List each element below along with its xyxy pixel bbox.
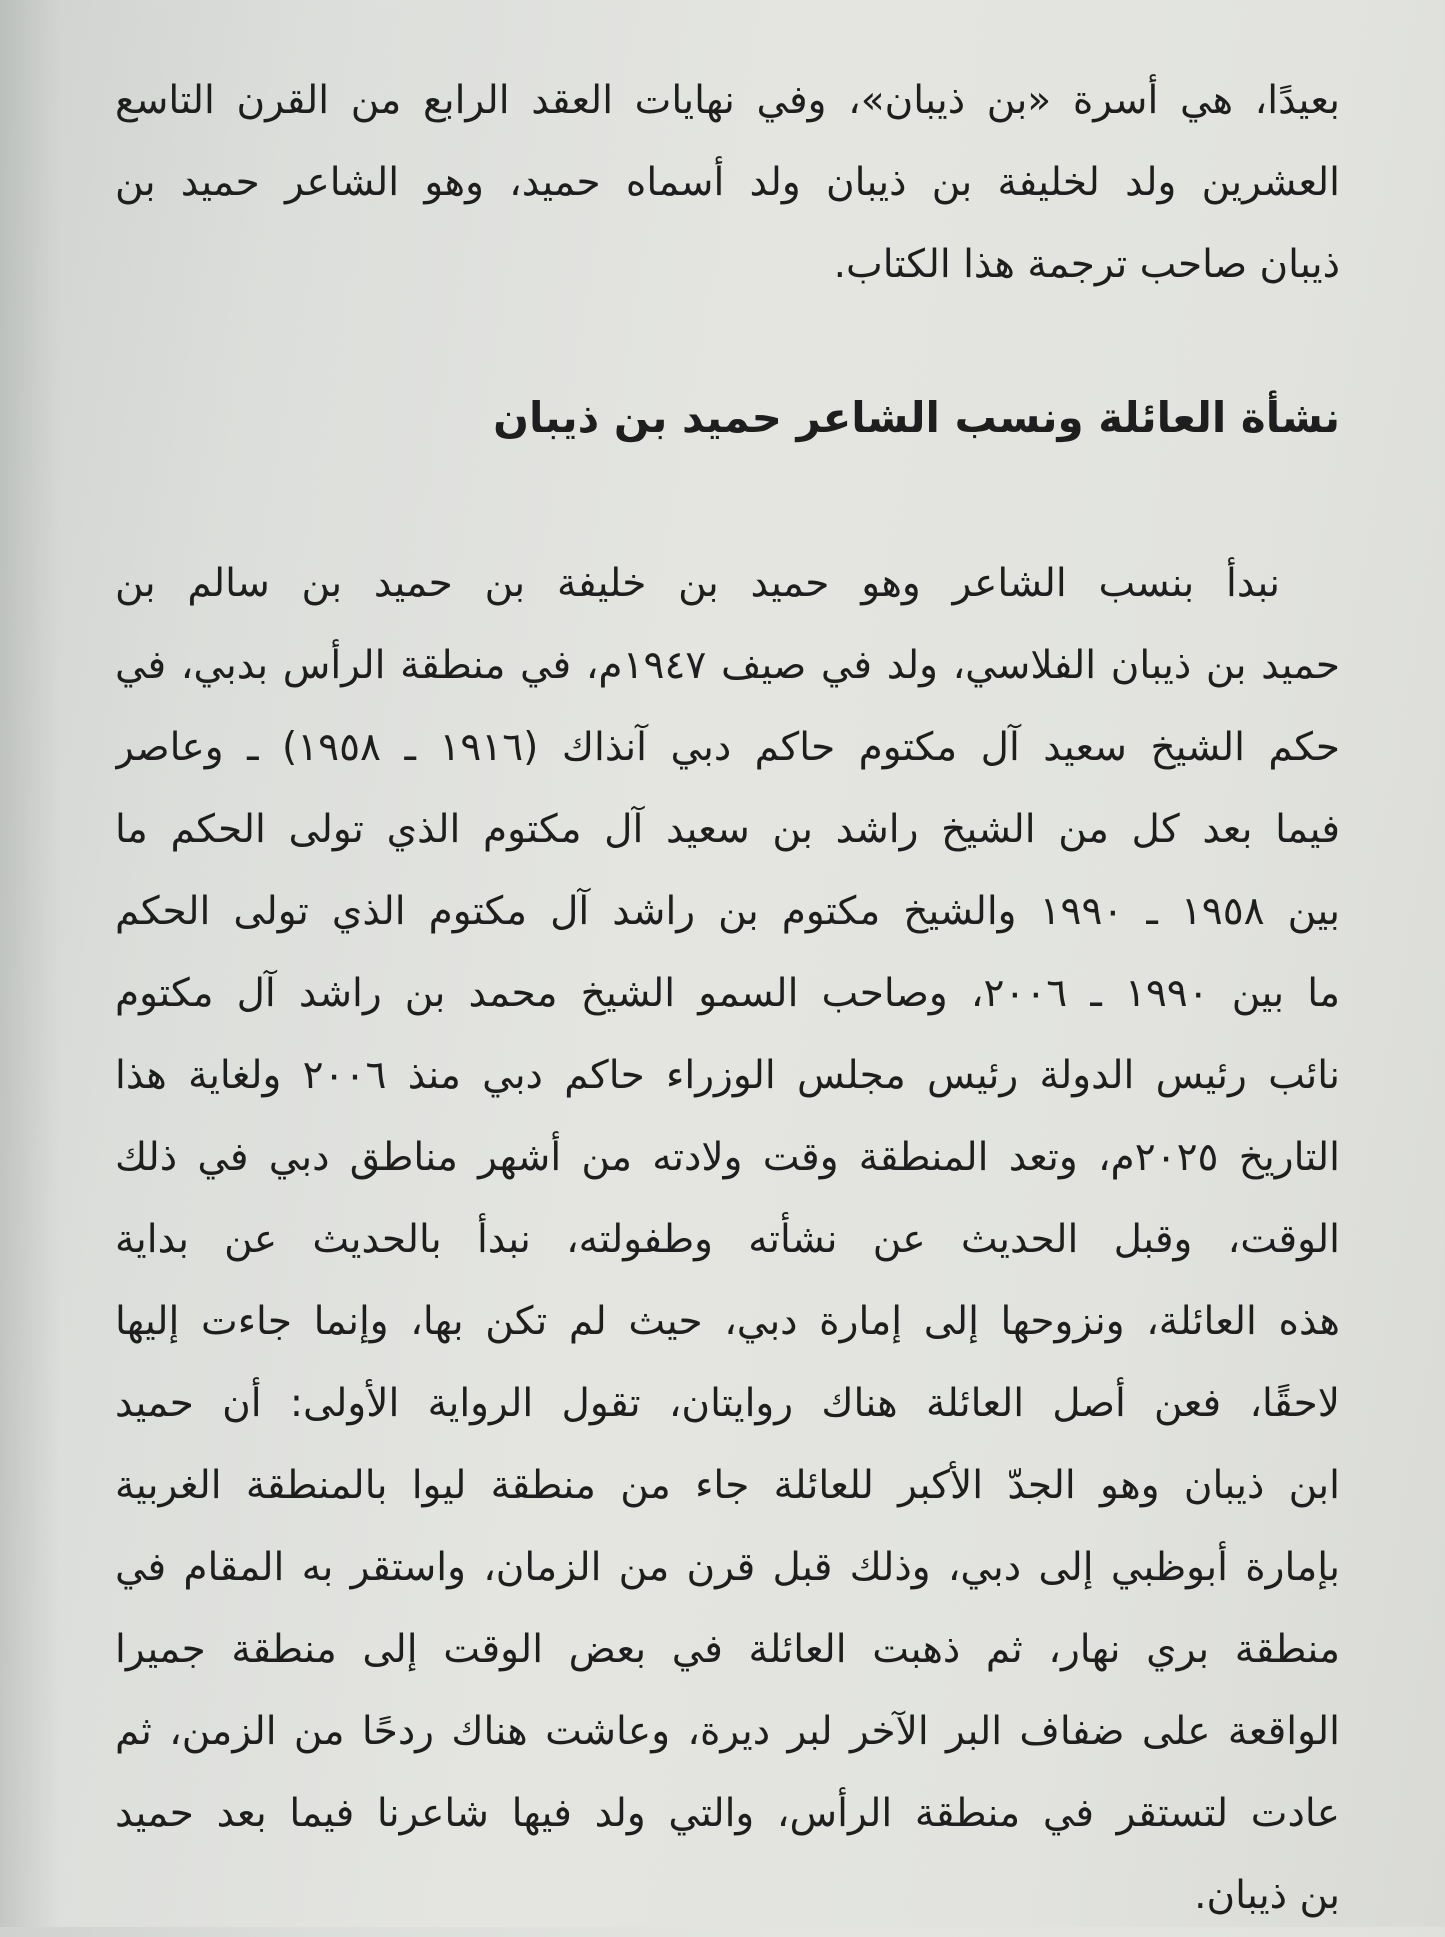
text-line: لاحقًا، فعن أصل العائلة هناك روايتان، تقول الرواية الأولى: أن حميد: [115, 1381, 1340, 1426]
body-paragraph: [115, 543, 1340, 1927]
intro-paragraph: [115, 60, 1340, 310]
text-line: ما بين ١٩٩٠ ـ ٢٠٠٦، وصاحب السمو الشيخ محمد بن راشد آل مكتوم: [115, 971, 1340, 1016]
text-line: الواقعة على ضفاف البر الآخر لبر ديرة، وعاشت هناك ردحًا من الزمن، ثم: [115, 1709, 1340, 1754]
section-heading-block: [115, 378, 1340, 458]
page-gutter-shadow: [0, 0, 60, 1927]
section-heading: نشأة العائلة ونسب الشاعر حميد بن ذيبان: [493, 393, 1340, 442]
text-line: عادت لتستقر في منطقة الرأس، والتي ولد فيها شاعرنا فيما بعد حميد: [115, 1791, 1340, 1836]
text-line: نبدأ بنسب الشاعر وهو حميد بن خليفة بن حميد بن سالم بن: [115, 561, 1280, 606]
text-line: حميد بن ذيبان الفلاسي، ولد في صيف ١٩٤٧م، في منطقة الرأس بدبي، في: [115, 643, 1340, 688]
text-line: بين ١٩٥٨ ـ ١٩٩٠ والشيخ مكتوم بن راشد آل مكتوم الذي تولى الحكم: [115, 889, 1340, 934]
text-line: التاريخ ٢٠٢٥م، وتعد المنطقة وقت ولادته من أشهر مناطق دبي في ذلك: [115, 1135, 1340, 1180]
text-line: منطقة بري نهار، ثم ذهبت العائلة في بعض الوقت إلى منطقة جميرا: [115, 1627, 1340, 1672]
text-line: الوقت، وقبل الحديث عن نشأته وطفولته، نبدأ بالحديث عن بداية: [115, 1217, 1340, 1262]
text-line: هذه العائلة، ونزوحها إلى إمارة دبي، حيث لم تكن بها، وإنما جاءت إليها: [115, 1299, 1340, 1344]
text-line: نائب رئيس الدولة رئيس مجلس الوزراء حاكم دبي منذ ٢٠٠٦ ولغاية هذا: [115, 1053, 1340, 1098]
text-line: ذيبان صاحب ترجمة هذا الكتاب.: [833, 242, 1340, 287]
text-line: بعيدًا، هي أسرة «بن ذيبان»، وفي نهايات العقد الرابع من القرن التاسع: [115, 78, 1340, 123]
text-line: العشرين ولد لخليفة بن ذيبان ولد أسماه حميد، وهو الشاعر حميد بن: [115, 160, 1340, 205]
text-line: بإمارة أبوظبي إلى دبي، وذلك قبل قرن من الزمان، واستقر به المقام في: [115, 1545, 1340, 1590]
text-line: حكم الشيخ سعيد آل مكتوم حاكم دبي آنذاك (١٩١٦ ـ ١٩٥٨) ـ وعاصر: [115, 725, 1340, 770]
text-line: ابن ذيبان وهو الجدّ الأكبر للعائلة جاء من منطقة ليوا بالمنطقة الغربية: [115, 1463, 1340, 1508]
text-line: بن ذيبان.: [1194, 1873, 1340, 1918]
text-line: فيما بعد كل من الشيخ راشد بن سعيد آل مكتوم الذي تولى الحكم ما: [115, 807, 1340, 852]
